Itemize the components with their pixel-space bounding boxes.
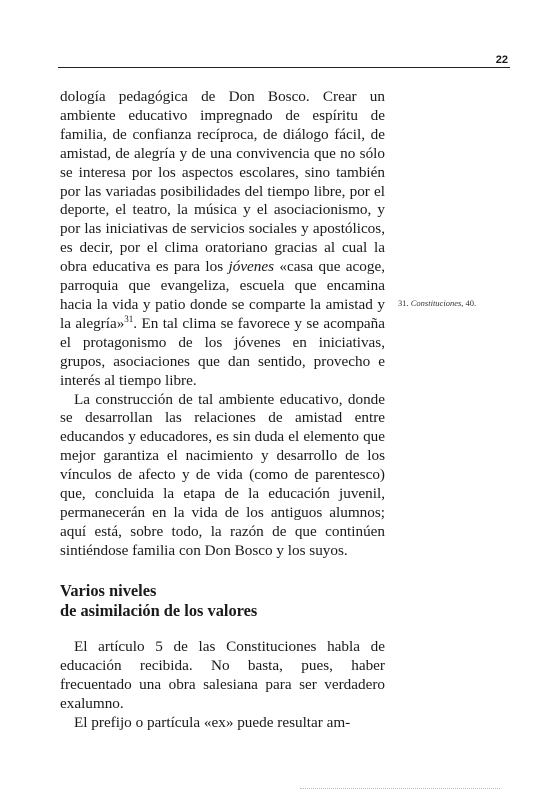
paragraph-1-end: . En tal clima se favorece y se acompaña el protagonismo de los jóvenes en iniciativas, grupos, asociaciones que dan sentido, provecho e interés al tiempo libre.	[60, 314, 385, 389]
footnote-ref: , 40.	[461, 298, 477, 308]
section-text-column	[60, 638, 385, 733]
header-rule	[58, 67, 510, 68]
section-heading-line-1: Varios niveles	[60, 581, 157, 600]
footer-rule	[300, 788, 500, 789]
section-paragraph-2: El prefijo o partícula «ex» puede resultar am-	[74, 713, 351, 731]
footnote-source: Constituciones	[410, 298, 462, 308]
paragraph-1-quote: «casa que acoge, parroquia que evangeliza, escuela que encamina hacia la vida y patio donde se comparte la amistad y la alegría»	[60, 258, 386, 332]
main-text-column	[60, 88, 385, 561]
paragraph-1-italic: jóvenes	[228, 258, 275, 276]
footnote	[398, 298, 518, 309]
paragraph-2: La construcción de tal ambiente educativo, donde se desarrollan las relaciones de amistad entre educandos y educadores, es sin duda el elemento que mejor garantiza el nacimiento y desarrollo de los vínculos de afecto y de vida (como de parentesco) que, concluida la etapa de la educación juvenil, permanecerán en la vida de los antiguos alumnos; aquí está, sobre todo, la razón de que continúen sintiéndose familia con Don Bosco y los suyos.	[60, 390, 385, 559]
paragraph-1-text: dología pedagógica de Don Bosco. Crear un ambiente educativo impregnado de espíritu de familia, de confianza recíproca, de diálogo fácil, de amistad, de alegría y de una convivencia que no sólo se interesa por los aspectos escolares, sino también por las variadas posibilidades del tiempo libre, por el deporte, el teatro, la música y el asociacionismo, y por las iniciativas de servicios sociales y apostólicos, es decir, por el clima oratoriano gracias al cual la obra educativa es para los	[60, 88, 385, 276]
paragraph-1	[60, 88, 385, 391]
section-heading	[60, 581, 385, 621]
section-paragraph-1: El artículo 5 de las Constituciones habla de educación recibida. No basta, pues, haber frecuentado una obra salesiana para ser verdadero exalumno.	[60, 638, 385, 712]
footnote-number: 31.	[398, 298, 409, 308]
section-heading-line-2: de asimilación de los valores	[60, 601, 258, 620]
footnote-marker: 31	[124, 313, 134, 324]
page-number: 22	[495, 54, 508, 66]
